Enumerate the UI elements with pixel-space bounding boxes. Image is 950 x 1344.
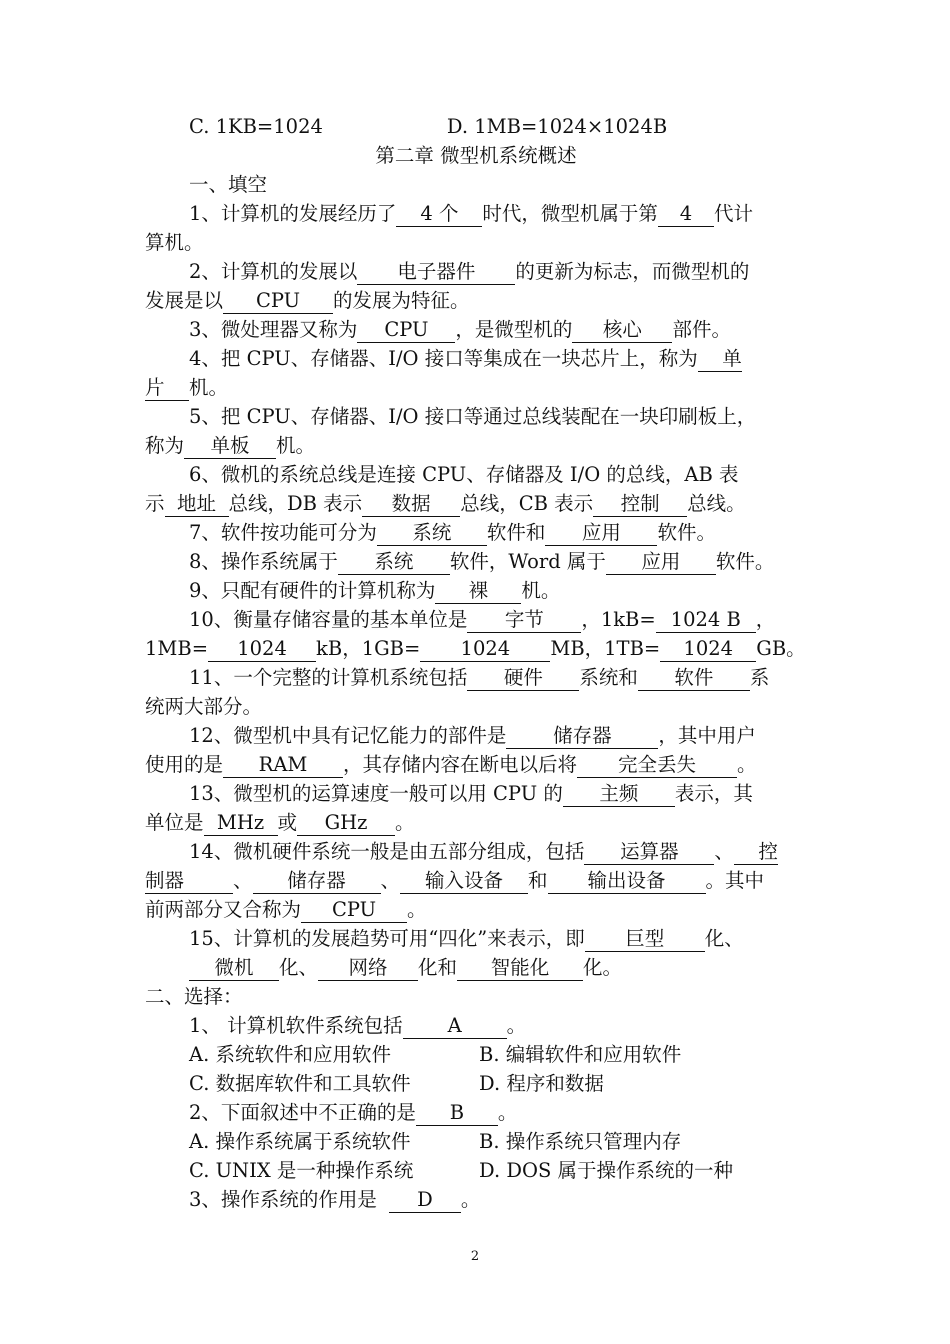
answer-blank: 地址 [165, 491, 229, 517]
choice-2-options-ab [145, 1127, 851, 1156]
answer-blank: 运算器 [584, 839, 714, 865]
option-c: C. 1KB=1024 [189, 115, 323, 138]
answer-blank: 电子器件 [357, 259, 515, 285]
answer-blank: 控 [734, 839, 778, 865]
question-5-line2: 称为 单板 机。 [145, 434, 316, 457]
answer-blank: 应用 [545, 520, 657, 546]
question-5-line1: 5、把 CPU、存储器、I/O 接口等通过总线装配在一块印刷板上， [189, 405, 757, 428]
option-a: A. 系统软件和应用软件 [189, 1043, 391, 1066]
question-12-line2: 使用的是 RAM ，其存储内容在断电以后将 完全丢失 。 [145, 753, 757, 776]
option-a: A. 操作系统属于系统软件 [189, 1130, 411, 1153]
answer-blank: A [403, 1013, 507, 1039]
answer-blank: 单 [698, 346, 742, 372]
answer-blank: 4 个 [396, 201, 482, 227]
answer-blank: 完全丢失 [577, 752, 737, 778]
option-d: D. 程序和数据 [479, 1072, 604, 1095]
answer-blank: 巨型 [585, 926, 705, 952]
question-14-line2: 制器 、 储存器 、 输入设备 和 输出设备 。其中 [145, 869, 765, 892]
answer-blank: CPU [301, 897, 407, 923]
answer-blank: 片 [145, 375, 189, 401]
question-4-line2: 片 机。 [145, 376, 229, 399]
answer-blank: RAM [223, 752, 343, 778]
choice-2-options-cd [145, 1156, 851, 1185]
chapter-title: 第二章 微型机系统概述 [375, 144, 577, 167]
page-number: 2 [470, 1249, 480, 1264]
option-d: D. DOS 属于操作系统的一种 [479, 1159, 734, 1182]
question-2-line1: 2、计算机的发展以 电子器件 的更新为标志，而微型机的 [189, 260, 750, 283]
answer-blank: 1024 [660, 636, 756, 662]
answer-blank: CPU [223, 288, 333, 314]
answer-blank: D [389, 1187, 461, 1213]
answer-blank: 应用 [606, 549, 716, 575]
answer-blank: 储存器 [253, 868, 381, 894]
question-6-line1: 6、微机的系统总线是连接 CPU、存储器及 I/O 的总线，AB 表 [189, 463, 739, 486]
answer-blank: 网络 [318, 955, 418, 981]
question-1-line2: 算机。 [145, 231, 204, 254]
answer-blank: 4 [658, 201, 714, 227]
choice-2-question: 2、下面叙述中不正确的是 B 。 [189, 1101, 518, 1124]
answer-blank: B [416, 1100, 498, 1126]
question-6-line2: 示 地址 总线，DB 表示 数据 总线，CB 表示 控制 总线。 [145, 492, 746, 515]
answer-blank: GHz [297, 810, 395, 836]
choice-1-options-ab [145, 1040, 851, 1069]
question-14-line3: 前两部分又合称为 CPU 。 [145, 898, 427, 921]
question-10-line2: 1MB= 1024 kB，1GB= 1024 MB，1TB= 1024 GB。 [145, 637, 806, 660]
section-fill-heading: 一、填空 [189, 173, 268, 196]
answer-blank: 智能化 [457, 955, 583, 981]
answer-blank: MHz [204, 810, 278, 836]
question-12-line1: 12、微型机中具有记忆能力的部件是 储存器 ，其中用户 [189, 724, 756, 747]
choice-3-question: 3、操作系统的作用是 D 。 [189, 1188, 481, 1211]
answer-blank: 1024 B [656, 607, 756, 633]
option-c: C. 数据库软件和工具软件 [189, 1072, 411, 1095]
answer-blank: 系统 [338, 549, 450, 575]
choice-1-question: 1、 计算机软件系统包括 A 。 [189, 1014, 527, 1037]
answer-blank: CPU [357, 317, 455, 343]
question-2-line2: 发展是以 CPU 的发展为特征。 [145, 289, 470, 312]
answer-blank: 1024 [208, 636, 316, 662]
question-1-line1: 1、计算机的发展经历了 4 个 时代，微型机属于第 4 代计 [189, 202, 753, 225]
question-4-line1: 4、把 CPU、存储器、I/O 接口等集成在一块芯片上，称为 单 [189, 347, 742, 370]
question-14-line1: 14、微机硬件系统一般是由五部分组成，包括 运算器 、 控 [189, 840, 778, 863]
answer-blank: 控制 [593, 491, 687, 517]
answer-blank: 字节 [467, 607, 581, 633]
answer-blank: 输出设备 [548, 868, 706, 894]
question-13-line2: 单位是 MHz 或 GHz 。 [145, 811, 415, 834]
question-11-line1: 11、一个完整的计算机系统包括 硬件 系统和 软件 系 [189, 666, 770, 689]
answer-blank: 硬件 [467, 665, 579, 691]
question-13-line1: 13、微型机的运算速度一般可以用 CPU 的 主频 表示，其 [189, 782, 753, 805]
previous-options-line [145, 112, 807, 141]
answer-blank: 数据 [362, 491, 460, 517]
option-b: B. 操作系统只管理内存 [479, 1130, 682, 1153]
option-d: D. 1MB=1024×1024B [446, 115, 668, 138]
answer-blank: 储存器 [506, 723, 658, 749]
choice-1-options-cd [145, 1069, 851, 1098]
option-b: B. 编辑软件和应用软件 [479, 1043, 682, 1066]
question-10-line1: 10、衡量存储容量的基本单位是 字节 ，1kB= 1024 B ， [189, 608, 776, 631]
answer-blank: 微机 [189, 955, 279, 981]
answer-blank: 单板 [184, 433, 276, 459]
option-c: C. UNIX 是一种操作系统 [189, 1159, 414, 1182]
question-9: 9、只配有硬件的计算机称为 裸 机。 [189, 579, 561, 602]
question-8: 8、操作系统属于 系统 软件，Word 属于 应用 软件。 [189, 550, 775, 573]
question-3: 3、微处理器又称为 CPU ，是微型机的 核心 部件。 [189, 318, 731, 341]
answer-blank: 软件 [638, 665, 750, 691]
answer-blank: 核心 [572, 317, 672, 343]
question-7: 7、软件按功能可分为 系统 软件和 应用 软件。 [189, 521, 716, 544]
answer-blank: 1024 [420, 636, 550, 662]
answer-blank: 制器 [145, 868, 233, 894]
question-11-line2: 统两大部分。 [145, 695, 263, 718]
answer-blank: 主频 [563, 781, 675, 807]
question-15-line2: 微机 化、 网络 化和 智能化 化。 [145, 953, 851, 982]
section-choice-heading: 二、选择： [145, 985, 243, 1008]
answer-blank: 系统 [377, 520, 487, 546]
answer-blank: 输入设备 [400, 868, 528, 894]
question-15-line1: 15、计算机的发展趋势可用“四化”来表示，即 巨型 化、 [189, 927, 744, 950]
answer-blank: 裸 [435, 578, 521, 604]
